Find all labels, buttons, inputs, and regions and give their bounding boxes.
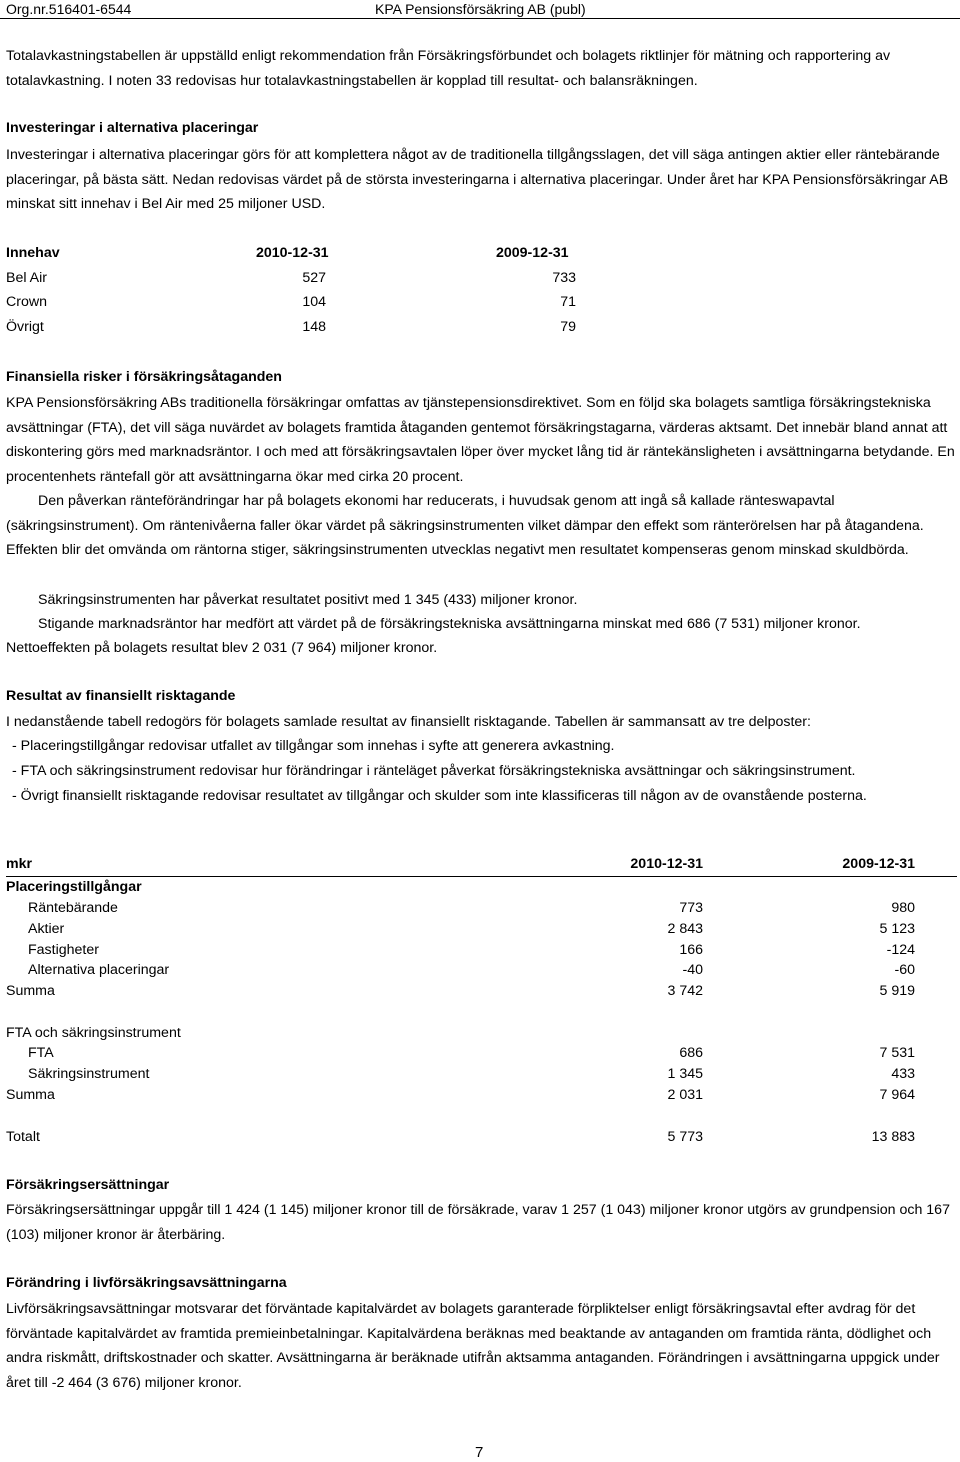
fin-risk-paragraph-1: KPA Pensionsförsäkring ABs traditionella försäkringar omfattas av tjänstepensionsdirektivet. Som en följd ska bolagets samtliga försäkringstekniska avsättningar (FTA), det vill säga nuvärdet av bolagets framtida åtaganden gentemot försäkringstagarna, värderas aktsamt. Det innebär bland annat att diskontering görs med marknadsräntor. I och med att försäkringsavtalen löper över mycket lång tid är räntekänsligheten i avsättningarna betydande. En procentenhets räntefall gör att avsättningarna ökar med cirka 20 procent.: [6, 395, 955, 485]
total-2010: 5 773: [667, 1129, 703, 1145]
row-2009: 980: [891, 900, 915, 916]
fin-risk-paragraph-4: Stigande marknadsräntor har medfört att värdet på de försäkringstekniska avsättningarna minskat med 686 (7 531) miljoner kronor.: [38, 616, 861, 632]
intro-paragraph: Totalavkastningstabellen är uppställd enligt rekommendation från Försäkringsförbundet och bolagets riktlinjer för mätning och rapportering av totalavkastning. I noten 33 redovisas hur totalavkastningstabellen är kopplad till resultat- och balansräkningen.: [6, 48, 891, 89]
risk-result-item: - Placeringstillgångar redovisar utfallet av tillgångar som innehas i syfte att generera avkastning.: [12, 738, 615, 754]
table-row: [0, 270, 960, 292]
row-2010: 1 345: [667, 1066, 703, 1082]
row-label: Alternativa placeringar: [28, 962, 170, 978]
holding-name: Crown: [6, 294, 47, 310]
risk-result-item: - FTA och säkringsinstrument redovisar hur förändringar i ränteläget påverkat försäkringstekniska avsättningar och säkringsinstrument.: [12, 763, 856, 779]
row-2010: 686: [679, 1045, 703, 1061]
holdings-header-row: [0, 245, 960, 267]
table-row: [0, 962, 960, 984]
table-row: [0, 942, 960, 964]
org-number: Org.nr.516401-6544: [6, 1, 132, 17]
section-title: [0, 879, 960, 901]
sum-label: Summa: [6, 1087, 55, 1103]
table-row: [0, 1045, 960, 1067]
alt-invest-paragraph: Investeringar i alternativa placeringar görs för att komplettera något av de traditionella tillgångsslagen, det vill säga antingen aktier eller räntebärande placeringar, på bästa sätt. Nedan redovisas värdet på de största investeringarna i alternativa placeringar. Under året har KPA Pensionsförsäkringar AB minskat sitt innehav i Bel Air med 25 miljoner USD.: [6, 147, 949, 212]
sum-label: Summa: [6, 983, 55, 999]
fin-risk-heading: Finansiella risker i försäkringsåtaganden: [6, 369, 282, 385]
row-2009: 5 123: [879, 921, 915, 937]
header-rule: [0, 18, 960, 19]
row-2010: 773: [679, 900, 703, 916]
holdings-col-name: Innehav: [6, 245, 60, 261]
row-2010: 2 843: [667, 921, 703, 937]
row-2010: -40: [682, 962, 703, 978]
sum-2010: 3 742: [667, 983, 703, 999]
holding-2009: 733: [552, 270, 576, 286]
risk-result-heading: Resultat av finansiellt risktagande: [6, 688, 236, 704]
table-row: [0, 319, 960, 341]
risk-result-intro: I nedanstående tabell redogörs för bolagets samlade resultat av finansiellt risktagande. Tabellen är sammansatt av tre delposter:: [6, 714, 811, 730]
life-prov-paragraph: Livförsäkringsavsättningar motsvarar det förväntade kapitalvärdet av bolagets garanterade förpliktelser enligt försäkringsavtal efter avdrag för det förväntade kapitalvärdet av framtida premieinbetalningar. Kapitalvärdena beräknas med beaktande av antaganden om framtida ränta, dödlighet och andra riskmått, driftskostnader och skatter. Avsättningarna är beräknade utifrån aktsamma antaganden. Förändringen i avsättningarna uppgick under året till -2 464 (3 676) miljoner kronor.: [6, 1301, 940, 1391]
risk-result-item: - Övrigt finansiellt risktagande redovisar resultatet av tillgångar och skulder som inte klassificeras till någon av de ovanstående posterna.: [12, 788, 867, 804]
section-title: [0, 1025, 960, 1047]
row-label: Säkringsinstrument: [28, 1066, 150, 1082]
row-label: Aktier: [28, 921, 65, 937]
mkr-col-label: mkr: [6, 856, 33, 872]
fin-risk-paragraph-2: Den påverkan ränteförändringar har på bolagets ekonomi har reducerats, i huvudsak genom att ingå så kallade ränteswapavtal (säkringsinstrument). Om räntenivåerna faller ökar värdet på säkringsinstrumenten vilket dämpar den effekt som ränterörelsen har på åtagandena. Effekten blir det omvända om räntorna stiger, säkringsinstrumenten utvecklas negativt men resultatet kompenseras genom minskad skuldbörda.: [6, 493, 924, 558]
row-2010: 166: [679, 942, 703, 958]
section-title-label: FTA och säkringsinstrument: [6, 1025, 181, 1041]
mkr-header-row: [0, 856, 960, 878]
row-2009: 433: [891, 1066, 915, 1082]
table-row: [0, 1087, 960, 1109]
sum-2009: 5 919: [879, 983, 915, 999]
life-prov-heading: Förändring i livförsäkringsavsättningarna: [6, 1275, 287, 1291]
holdings-col-2009: 2009-12-31: [496, 245, 569, 261]
total-label: Totalt: [6, 1129, 40, 1145]
table-row: [0, 921, 960, 943]
mkr-col-2010: 2010-12-31: [630, 856, 703, 872]
total-row: [0, 1129, 960, 1151]
sum-2010: 2 031: [667, 1087, 703, 1103]
holding-2010: 148: [302, 319, 326, 335]
holding-name: Bel Air: [6, 270, 48, 286]
sum-2009: 7 964: [879, 1087, 915, 1103]
row-2009: -60: [894, 962, 915, 978]
ins-repl-heading: Försäkringsersättningar: [6, 1177, 170, 1193]
page-number: 7: [475, 1444, 484, 1461]
row-label: FTA: [28, 1045, 54, 1061]
ins-repl-paragraph: Försäkringsersättningar uppgår till 1 424 (1 145) miljoner kronor till de försäkrade, varav 1 257 (1 043) miljoner kronor utgörs av grundpension och 167 (103) miljoner kronor är återbäring.: [6, 1202, 950, 1243]
fin-risk-paragraph-5: Nettoeffekten på bolagets resultat blev 2 031 (7 964) miljoner kronor.: [6, 640, 438, 656]
holding-2010: 104: [302, 294, 326, 310]
row-2009: 7 531: [879, 1045, 915, 1061]
row-2009: -124: [886, 942, 915, 958]
page-header: [0, 0, 960, 19]
holding-2009: 71: [560, 294, 576, 310]
company-name: KPA Pensionsförsäkring AB (publ): [375, 1, 586, 17]
total-2009: 13 883: [871, 1129, 915, 1145]
holding-2009: 79: [560, 319, 576, 335]
row-label: Räntebärande: [28, 900, 118, 916]
table-row: [0, 983, 960, 1005]
fin-risk-paragraph-3: Säkringsinstrumenten har påverkat resultatet positivt med 1 345 (433) miljoner kronor.: [38, 592, 578, 608]
holding-name: Övrigt: [6, 319, 44, 335]
row-label: Fastigheter: [28, 942, 99, 958]
holdings-col-2010: 2010-12-31: [256, 245, 329, 261]
alt-invest-heading: Investeringar i alternativa placeringar: [6, 120, 259, 136]
mkr-header-rule: [6, 876, 957, 877]
table-row: [0, 1066, 960, 1088]
section-title-label: Placeringstillgångar: [6, 879, 142, 895]
mkr-col-2009: 2009-12-31: [842, 856, 915, 872]
table-row: [0, 900, 960, 922]
table-row: [0, 294, 960, 316]
holding-2010: 527: [302, 270, 326, 286]
